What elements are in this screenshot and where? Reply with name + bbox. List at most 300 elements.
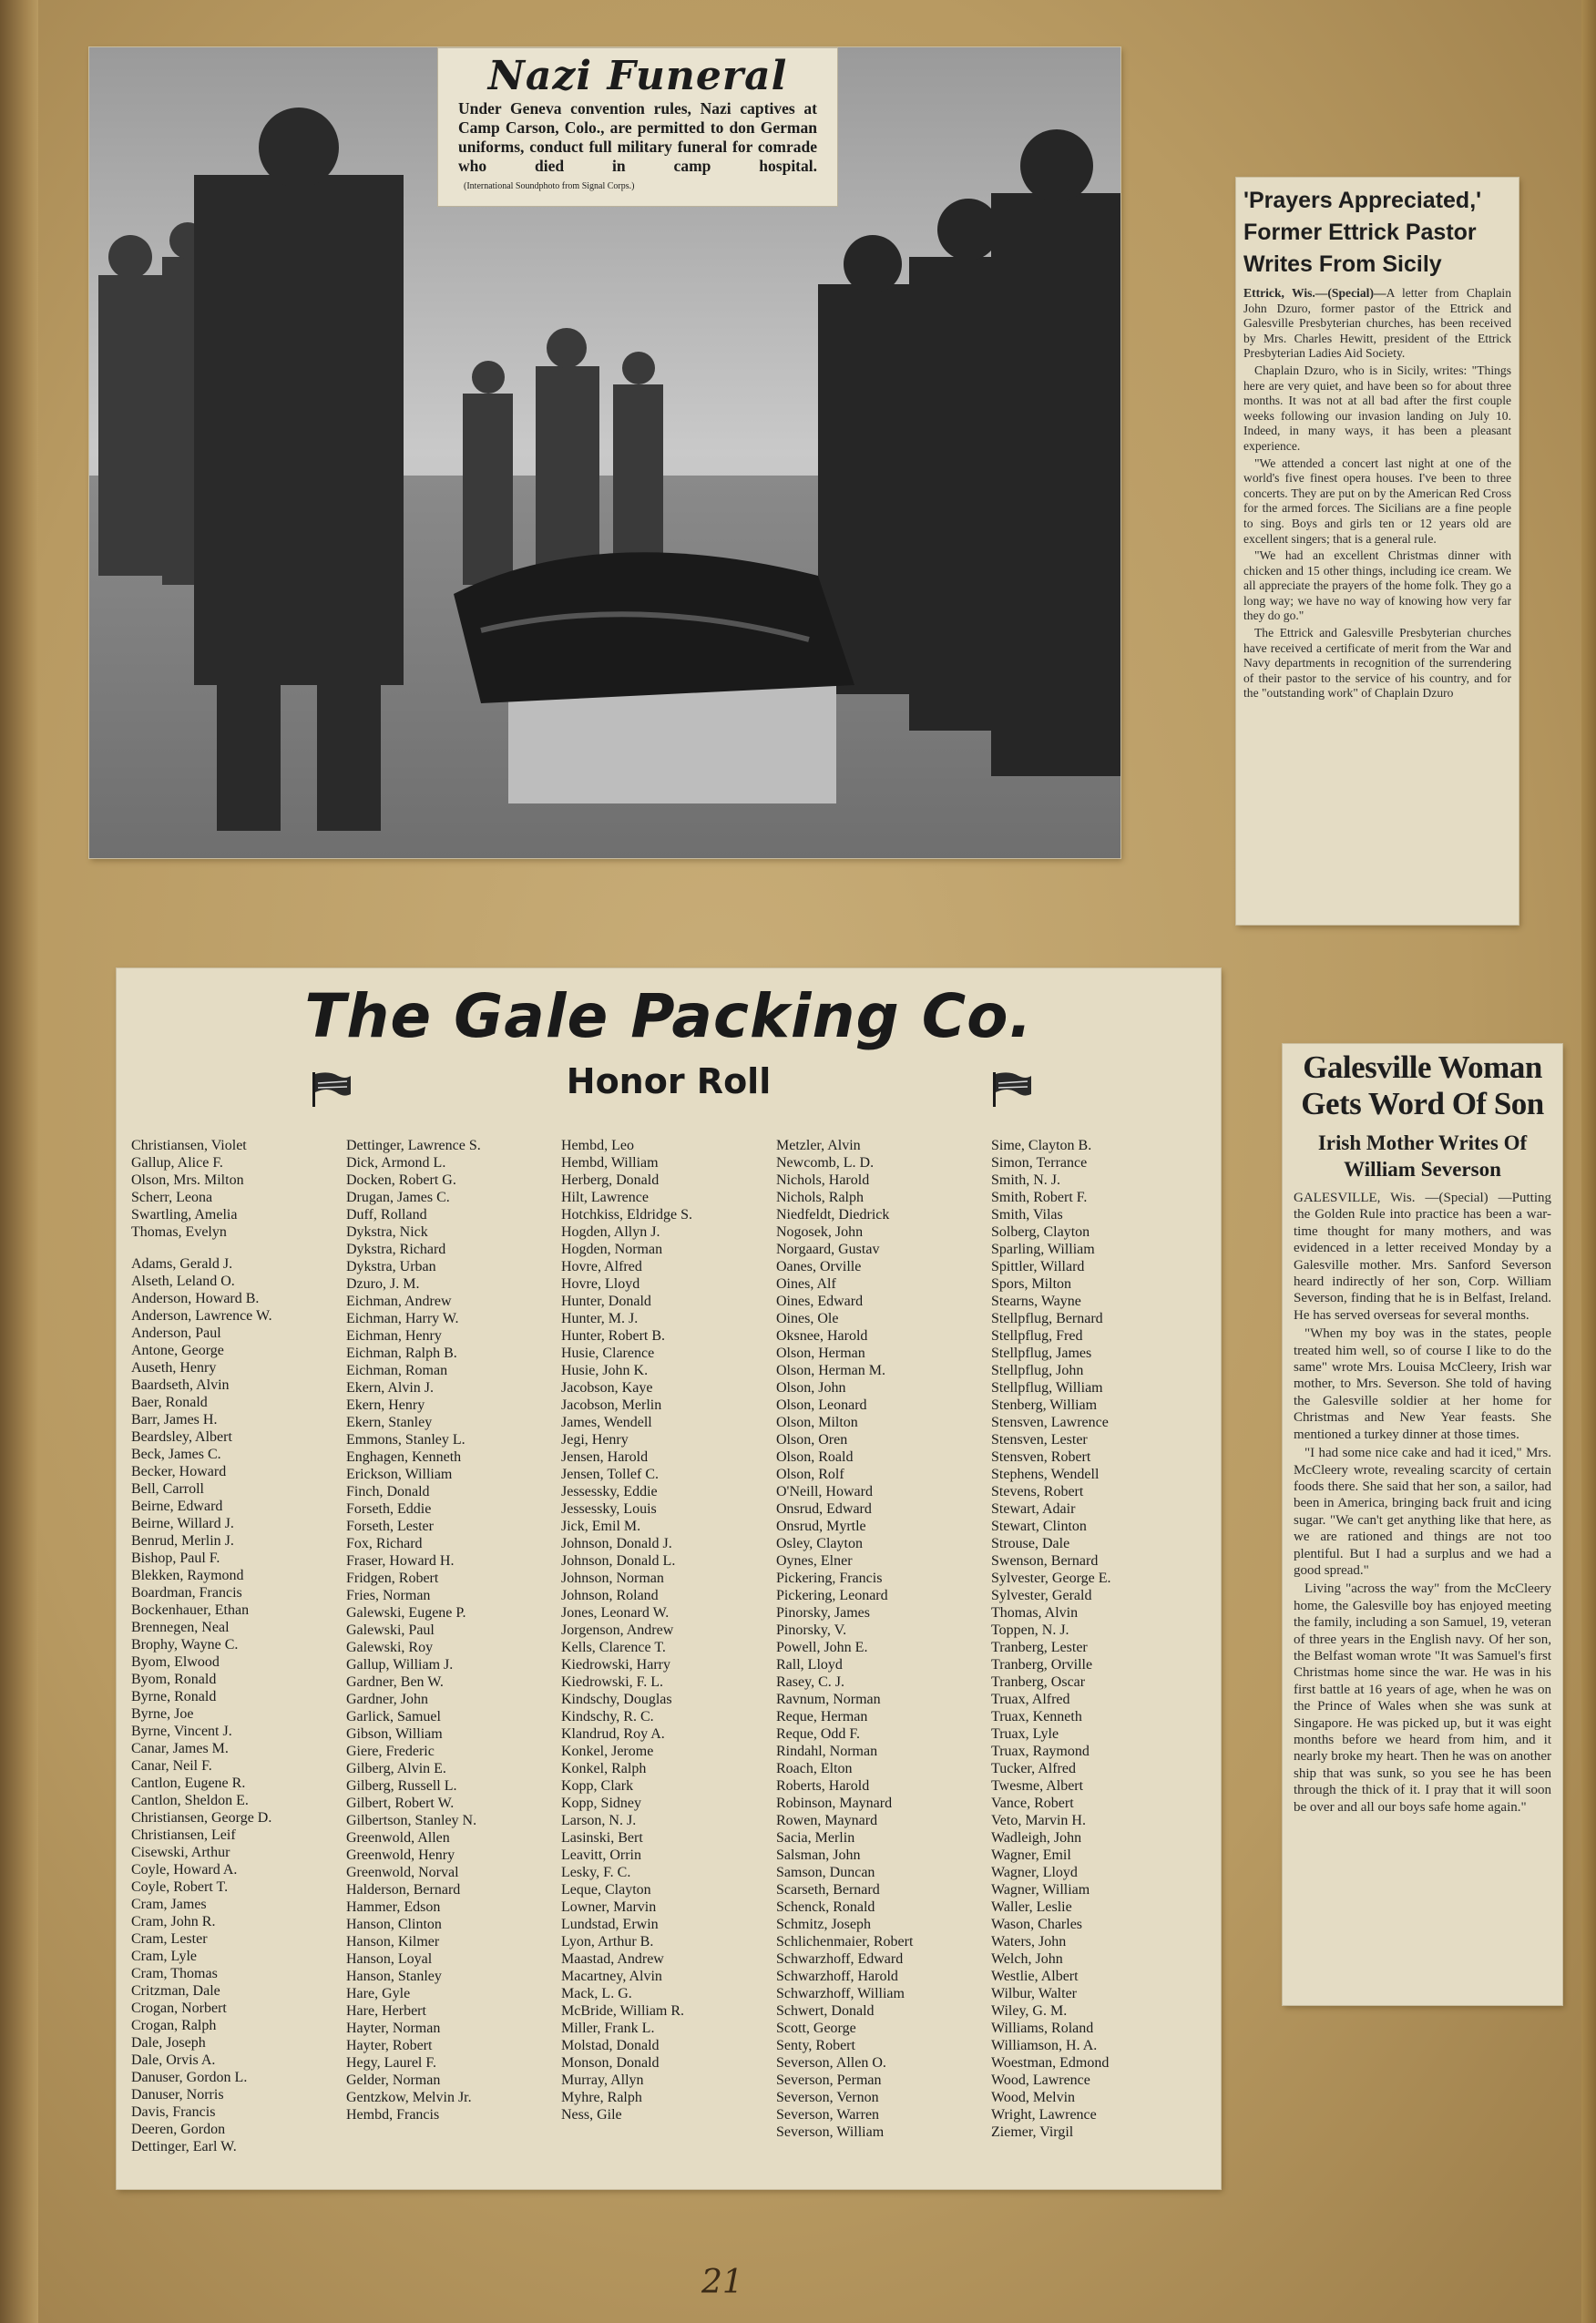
honor-roll-name: Lasinski, Bert [561,1830,643,1846]
honor-roll-name: Gibson, William [346,1726,443,1742]
honor-roll-name: Eichman, Andrew [346,1294,452,1309]
honor-roll-name: Gentzkow, Melvin Jr. [346,2090,472,2105]
honor-roll-name: Olson, John [776,1380,846,1396]
honor-roll-name: Dale, Orvis A. [131,2052,216,2068]
honor-roll-name: Hunter, M. J. [561,1311,639,1326]
honor-roll-name: Truax, Alfred [991,1692,1070,1707]
honor-roll-name: Jick, Emil M. [561,1519,641,1534]
honor-roll-name: Twesme, Albert [991,1778,1084,1794]
honor-roll-name: Schmitz, Joseph [776,1917,871,1932]
honor-roll-name: Baer, Ronald [131,1395,208,1410]
honor-roll-name: Cram, John R. [131,1914,216,1929]
honor-roll-name: Roberts, Harold [776,1778,870,1794]
ettrick-paragraph [1243,286,1511,362]
honor-roll-column [776,1137,995,2141]
photo-caption-text [458,99,817,195]
ettrick-paragraph: "We had an excellent Christmas dinner with chicken and 15 other things, including ice cream. We all appreciate the prayers of the home folk. They go a long way; we have no way of knowing how very far they do go." [1243,548,1511,623]
honor-roll-name: Davis, Francis [131,2104,216,2120]
honor-roll-name: Gilbert, Robert W. [346,1796,455,1811]
honor-roll-name: Barr, James H. [131,1412,218,1428]
honor-roll-name: Fraser, Howard H. [346,1553,455,1569]
honor-roll-name: Stenberg, William [991,1397,1098,1413]
honor-roll-name: Coyle, Robert T. [131,1879,229,1895]
honor-roll-name: Lundstad, Erwin [561,1917,659,1932]
honor-roll-name: Jacobson, Merlin [561,1397,662,1413]
honor-roll-name: Kopp, Sidney [561,1796,641,1811]
honor-roll-name: Blekken, Raymond [131,1568,244,1583]
honor-roll-name: Hovre, Alfred [561,1259,642,1274]
honor-roll-name: Severson, Warren [776,2107,880,2123]
honor-roll-name: Schwarzhoff, William [776,1986,905,2001]
honor-roll-name: Fries, Norman [346,1588,431,1603]
honor-roll-name: Dzuro, J. M. [346,1276,420,1292]
honor-roll-name: Wilbur, Walter [991,1986,1077,2001]
honor-roll-name: Schenck, Ronald [776,1899,875,1915]
galesville-headline: Galesville Woman Gets Word Of Son [1301,1049,1544,1121]
honor-roll-name: Cram, Thomas [131,1966,218,1981]
honor-roll-name: Schwarzhoff, Harold [776,1969,898,1984]
honor-roll-name: Wadleigh, John [991,1830,1082,1846]
honor-roll-name: Duff, Rolland [346,1207,427,1223]
ettrick-dateline: Ettrick, Wis.—(Special)— [1243,286,1386,300]
honor-roll-name: Eichman, Roman [346,1363,448,1378]
honor-roll-name: Hare, Herbert [346,2003,426,2019]
honor-roll-name: Olson, Herman [776,1346,865,1361]
honor-roll-name: Stellpflug, John [991,1363,1084,1378]
honor-roll-name: Woestman, Edmond [991,2055,1110,2071]
honor-roll-name: Wright, Lawrence [991,2107,1097,2123]
honor-roll-name: Stellpflug, William [991,1380,1103,1396]
honor-roll-name: Stellpflug, Fred [991,1328,1083,1344]
honor-roll-name: Hovre, Lloyd [561,1276,640,1292]
honor-roll-name: Bockenhauer, Ethan [131,1602,250,1618]
honor-roll-name: Bishop, Paul F. [131,1550,220,1566]
honor-roll-name: Veto, Marvin H. [991,1813,1086,1828]
honor-roll-name: Oanes, Orville [776,1259,862,1274]
honor-roll-name: Stevens, Robert [991,1484,1084,1499]
honor-roll-name: Pinorsky, James [776,1605,870,1621]
honor-roll-name: Myhre, Ralph [561,2090,642,2105]
galesville-deck: Irish Mother Writes Of William Severson [1317,1131,1528,1181]
honor-roll-name: Waters, John [991,1934,1067,1949]
honor-roll-name: Galewski, Eugene P. [346,1605,466,1621]
photo-caption-body: Under Geneva convention rules, Nazi captives at Camp Carson, Colo., are permitted to don German uniforms, conduct full military funeral for comrade who died in camp hospital. [458,99,817,175]
honor-roll-name: Eichman, Ralph B. [346,1346,457,1361]
honor-roll-name: Spittler, Willard [991,1259,1085,1274]
photo-credit: (International Soundphoto from Signal Corps.) [464,180,635,191]
honor-roll-name: Olson, Roald [776,1449,854,1465]
honor-roll-name: Swartling, Amelia [131,1207,238,1223]
honor-roll-name: Scarseth, Bernard [776,1882,880,1898]
honor-roll-name: Kiedrowski, F. L. [561,1674,664,1690]
honor-roll-name: Jacobson, Kaye [561,1380,653,1396]
honor-roll-name: Galewski, Roy [346,1640,434,1655]
honor-roll-name: Vance, Robert [991,1796,1074,1811]
honor-roll-name: Konkel, Ralph [561,1761,647,1776]
honor-roll-name: Macartney, Alvin [561,1969,662,1984]
honor-roll-name: Smith, N. J. [991,1172,1061,1188]
honor-roll-name: Dettinger, Lawrence S. [346,1138,481,1153]
honor-roll-name: Ekern, Stanley [346,1415,433,1430]
honor-roll-name: Cantlon, Eugene R. [131,1776,246,1791]
honor-roll-name: Robinson, Maynard [776,1796,893,1811]
honor-roll-name: Schwarzhoff, Edward [776,1951,904,1967]
honor-roll-name: Hembd, William [561,1155,659,1171]
honor-roll-name: James, Wendell [561,1415,652,1430]
honor-roll-name: Anderson, Paul [131,1325,221,1341]
honor-roll-name: Hogden, Allyn J. [561,1224,660,1240]
honor-roll-name: Hogden, Norman [561,1242,663,1257]
honor-roll-name: Beck, James C. [131,1447,221,1462]
honor-roll-name: Larson, N. J. [561,1813,637,1828]
honor-roll-name: Severson, William [776,2124,885,2140]
honor-roll-name: Christiansen, Violet [131,1138,247,1153]
honor-roll-name: Smith, Vilas [991,1207,1063,1223]
honor-roll-name: Schlichenmaier, Robert [776,1934,914,1949]
honor-roll-name: Hare, Gyle [346,1986,411,2001]
flag-icon [991,1070,1033,1107]
honor-roll-name: Fox, Richard [346,1536,423,1551]
honor-roll-name: Giere, Frederic [346,1744,435,1759]
honor-roll-name: Sacia, Merlin [776,1830,855,1846]
honor-roll-name: Osley, Clayton [776,1536,863,1551]
honor-roll-name: Gilberg, Alvin E. [346,1761,446,1776]
honor-roll-name: Greenwold, Allen [346,1830,450,1846]
honor-roll-name: Stensven, Lawrence [991,1415,1109,1430]
honor-roll-name: Nogosek, John [776,1224,864,1240]
honor-roll-name: Simon, Terrance [991,1155,1088,1171]
honor-roll-name: Cram, James [131,1897,207,1912]
honor-roll-name: Welch, John [991,1951,1063,1967]
honor-roll-name: Stensven, Robert [991,1449,1091,1465]
honor-roll-name: Christiansen, Leif [131,1827,236,1843]
honor-roll-name: Mack, L. G. [561,1986,632,2001]
honor-roll-name: Kells, Clarence T. [561,1640,666,1655]
honor-roll-name: Benrud, Merlin J. [131,1533,234,1549]
honor-roll-name: Crogan, Norbert [131,2001,227,2016]
honor-roll-name: Stellpflug, Bernard [991,1311,1103,1326]
honor-roll-name: Crogan, Ralph [131,2018,217,2033]
honor-roll-name: Wason, Charles [991,1917,1083,1932]
honor-roll-name: Swenson, Bernard [991,1553,1099,1569]
honor-roll-name: Christiansen, George D. [131,1810,272,1826]
honor-roll-name: Hanson, Stanley [346,1969,442,1984]
honor-roll-name: Tranberg, Oscar [991,1674,1086,1690]
honor-roll-name: Jensen, Tollef C. [561,1467,660,1482]
honor-roll-name: Fridgen, Robert [346,1571,439,1586]
honor-roll-name: Boardman, Francis [131,1585,242,1601]
honor-roll-name: Sylvester, Gerald [991,1588,1092,1603]
honor-roll-name: Olson, Leonard [776,1397,867,1413]
honor-roll-name: Greenwold, Norval [346,1865,459,1880]
honor-roll-name: Scherr, Leona [131,1190,213,1205]
honor-roll-name: McBride, William R. [561,2003,685,2019]
honor-roll-name: Gardner, John [346,1692,428,1707]
honor-roll-name: Williams, Roland [991,2021,1094,2036]
honor-roll-name: Anderson, Lawrence W. [131,1308,272,1324]
ettrick-paragraph-text: A letter from Chaplain John Dzuro, former pastor of the Ettrick and Galesville Presbyterian churches, has been received by Mrs. Charles Hewitt, president of the Ettrick Presbyterian Ladies Aid Society. [1243,286,1511,361]
honor-roll-name: Drugan, James C. [346,1190,450,1205]
honor-roll-name: Solberg, Clayton [991,1224,1090,1240]
honor-roll-header [117,968,1221,1125]
honor-roll-name: Metzler, Alvin [776,1138,861,1153]
honor-roll-name: Hayter, Norman [346,2021,441,2036]
honor-roll-name: Westlie, Albert [991,1969,1079,1984]
honor-roll-name: Sime, Clayton B. [991,1138,1092,1153]
honor-roll-name: Leavitt, Orrin [561,1847,641,1863]
honor-roll-name: Kindschy, R. C. [561,1709,654,1724]
honor-roll-name: Truax, Lyle [991,1726,1059,1742]
honor-roll-name: Kiedrowski, Harry [561,1657,670,1673]
honor-roll-name: Stewart, Clinton [991,1519,1087,1534]
honor-roll-name: Gilberg, Russell L. [346,1778,457,1794]
honor-roll-name: Dykstra, Urban [346,1259,436,1274]
honor-roll-name: Olson, Mrs. Milton [131,1172,244,1188]
honor-roll-name: Halderson, Bernard [346,1882,461,1898]
honor-roll-name: Danuser, Norris [131,2087,224,2103]
honor-roll-name: Monson, Donald [561,2055,660,2071]
honor-roll-name: Hanson, Kilmer [346,1934,440,1949]
honor-roll-name: Beardsley, Albert [131,1429,232,1445]
honor-roll-name: Husie, John K. [561,1363,649,1378]
honor-roll-name: Tucker, Alfred [991,1761,1076,1776]
honor-roll-name: Docken, Robert G. [346,1172,456,1188]
honor-roll-clipping [117,968,1221,2189]
honor-roll-name: Forseth, Lester [346,1519,434,1534]
page-edge [1581,0,1596,2323]
honor-roll-name: Hayter, Robert [346,2038,433,2053]
honor-roll-name: Hotchkiss, Eldridge S. [561,1207,692,1223]
photo-title: Nazi Funeral [487,53,788,99]
honor-roll-name: Danuser, Gordon L. [131,2070,248,2085]
honor-roll-name: Byrne, Ronald [131,1689,217,1704]
honor-roll-name: Jegi, Henry [561,1432,629,1448]
honor-roll-subtitle: Honor Roll [566,1061,772,1101]
galesville-woman-article [1283,1044,1562,2005]
honor-roll-name: Tranberg, Orville [991,1657,1093,1673]
honor-roll-name: Emmons, Stanley L. [346,1432,466,1448]
honor-roll-name: Pickering, Leonard [776,1588,888,1603]
ettrick-paragraph: "We attended a concert last night at one of the world's five finest opera houses. I've been to three concerts. They are put on by the American Red Cross for the armed forces. The Sicilians are a fine people to sing. Boys and girls ten or 12 years old are excellent singers; that is a general rule. [1243,455,1511,546]
honor-roll-name: Onsrud, Edward [776,1501,872,1517]
honor-roll-name: Olson, Rolf [776,1467,844,1482]
honor-roll-name: Niedfeldt, Diedrick [776,1207,890,1223]
honor-roll-name: Senty, Robert [776,2038,855,2053]
honor-roll-gap [131,1241,350,1255]
honor-roll-name: Hembd, Leo [561,1138,634,1153]
honor-roll-name: Gilbertson, Stanley N. [346,1813,477,1828]
honor-roll-name: Dale, Joseph [131,2035,206,2051]
honor-roll-name: Dick, Armond L. [346,1155,446,1171]
honor-roll-name: Reque, Herman [776,1709,868,1724]
honor-roll-name: Thomas, Alvin [991,1605,1079,1621]
honor-roll-name: Hanson, Clinton [346,1917,442,1932]
galesville-paragraph: Living "across the way" from the McCleery home, the Galesville boy has enjoyed meeting the family, including a son Samuel, 19, veteran of three years in the English navy. Of her son, the Belfast woman wrote "It was Samuel's first Christmas home since the war. He was in his first battle at 16 years of age, when he was on the Prince of Wales when she was sunk at Singapore. He was picked up, but it was eight months before we heard from him, and it nearly broke my heart. Then he was on another ship that was sunk, so you see he has been through the thick of it. I pray that it will soon be over and all our boys safe home again." [1294,1581,1551,1815]
honor-roll-name: Alseth, Leland O. [131,1274,235,1289]
honor-roll-name: Reque, Odd F. [776,1726,861,1742]
honor-roll-name: Stewart, Adair [991,1501,1076,1517]
honor-roll-name: Anderson, Howard B. [131,1291,260,1306]
honor-roll-name: Ziemer, Virgil [991,2124,1074,2140]
page-number: 21 [701,2264,743,2301]
honor-roll-name: Salsman, John [776,1847,861,1863]
ettrick-pastor-article [1236,178,1519,925]
honor-roll-name: Byrne, Vincent J. [131,1724,232,1739]
honor-roll-name: Lesky, F. C. [561,1865,631,1880]
honor-roll-name: Adams, Gerald J. [131,1256,233,1272]
honor-roll-name: Nichols, Harold [776,1172,870,1188]
honor-roll-name: Herberg, Donald [561,1172,660,1188]
honor-roll-column [561,1137,780,2123]
ettrick-article-body [1243,286,1511,701]
honor-roll-name: Gelder, Norman [346,2072,441,2088]
honor-roll-name: O'Neill, Howard [776,1484,873,1499]
honor-roll-name: Hanson, Loyal [346,1951,433,1967]
book-binding [0,0,38,2323]
honor-roll-name: Rasey, C. J. [776,1674,844,1690]
honor-roll-name: Wood, Lawrence [991,2072,1090,2088]
honor-roll-name: Kopp, Clark [561,1778,634,1794]
honor-roll-name: Brophy, Wayne C. [131,1637,239,1653]
honor-roll-name: Dettinger, Earl W. [131,2139,237,2154]
ettrick-paragraph: Chaplain Dzuro, who is in Sicily, writes: "Things here are very quiet, and have been so for about three months. It was not at all bad after the first couple weeks following our invasion landing on July 10. Indeed, in many ways, it has been a pleasant experience. [1243,363,1511,453]
honor-roll-name: Jessessky, Eddie [561,1484,658,1499]
honor-roll-name: Dykstra, Richard [346,1242,446,1257]
honor-roll-name: Dykstra, Nick [346,1224,428,1240]
honor-roll-name: Powell, John E. [776,1640,868,1655]
honor-roll-name: Wood, Melvin [991,2090,1076,2105]
honor-roll-name: Truax, Kenneth [991,1709,1082,1724]
honor-roll-name: Truax, Raymond [991,1744,1090,1759]
ettrick-headline: 'Prayers Appreciated,' Former Ettrick Pastor Writes From Sicily [1243,188,1482,277]
photo-caption [437,47,838,207]
honor-roll-name: Scott, George [776,2021,856,2036]
honor-roll-name: Waller, Leslie [991,1899,1072,1915]
honor-roll-name: Oines, Ole [776,1311,839,1326]
honor-roll-name: Olson, Herman M. [776,1363,885,1378]
honor-roll-name: Hilt, Lawrence [561,1190,649,1205]
honor-roll-name: Bell, Carroll [131,1481,204,1497]
honor-roll-name: Rindahl, Norman [776,1744,878,1759]
galesville-paragraph: "When my boy was in the states, people treated him well, so of course I like to do the same" wrote Mrs. Louisa McCleery, Irish war mother, to Mrs. Severson. She told of having the Galesville soldier at her home for Christmas and New Year feasts. She mentioned a turkey dinner at those times. [1294,1326,1551,1442]
honor-roll-name: Wagner, William [991,1882,1090,1898]
honor-roll-name: Severson, Allen O. [776,2055,886,2071]
honor-roll-name: Lowner, Marvin [561,1899,657,1915]
honor-roll-name: Byrne, Joe [131,1706,194,1722]
honor-roll-name: Byom, Elwood [131,1654,220,1670]
honor-roll-name: Norgaard, Gustav [776,1242,880,1257]
honor-roll-name: Johnson, Donald L. [561,1553,676,1569]
honor-roll-name: Gallup, William J. [346,1657,454,1673]
honor-roll-name: Maastad, Andrew [561,1951,664,1967]
honor-roll-name: Lyon, Arthur B. [561,1934,654,1949]
honor-roll-name: Critzman, Dale [131,1983,220,1999]
honor-roll-name: Hunter, Donald [561,1294,651,1309]
honor-roll-name: Hammer, Edson [346,1899,441,1915]
honor-roll-name: Auseth, Henry [131,1360,217,1376]
honor-roll-column [346,1137,565,2123]
honor-roll-name: Rall, Lloyd [776,1657,843,1673]
honor-roll-name: Stephens, Wendell [991,1467,1100,1482]
honor-roll-name: Canar, James M. [131,1741,229,1756]
honor-roll-name: Finch, Donald [346,1484,430,1499]
galesville-paragraph: GALESVILLE, Wis. —(Special) —Putting the Golden Rule into practice has been a war-time thought for many mothers, and was evidenced in a letter received Monday by a Galesville mother. Mrs. Sanford Severson heard indirectly of her son, Corp. William Severson, finding that he is in Belfast, Ireland. He has served overseas for several months. [1294,1191,1551,1323]
honor-roll-name: Smith, Robert F. [991,1190,1088,1205]
honor-roll-name: Oynes, Elner [776,1553,853,1569]
honor-roll-name: Brennegen, Neal [131,1620,230,1635]
ettrick-paragraph: The Ettrick and Galesville Presbyterian churches have received a certificate of merit from the War and Navy departments in recognition of the surrendering of their pastor to the service of his country, and for the "outstanding work" of Chaplain Dzuro [1243,626,1511,701]
honor-roll-name: Severson, Vernon [776,2090,879,2105]
honor-roll-name: Hembd, Francis [346,2107,440,2123]
honor-roll-name: Jorgenson, Andrew [561,1622,674,1638]
honor-roll-name: Johnson, Norman [561,1571,664,1586]
honor-roll-name: Murray, Allyn [561,2072,644,2088]
honor-roll-name: Hegy, Laurel F. [346,2055,436,2071]
honor-roll-name: Severson, Perman [776,2072,882,2088]
honor-roll-name: Kindschy, Douglas [561,1692,672,1707]
honor-roll-name: Antone, George [131,1343,224,1358]
honor-roll-name: Strouse, Dale [991,1536,1070,1551]
honor-roll-name: Erickson, William [346,1467,453,1482]
honor-roll-name: Nichols, Ralph [776,1190,864,1205]
honor-roll-name: Canar, Neil F. [131,1758,212,1774]
honor-roll-name: Cisewski, Arthur [131,1845,230,1860]
honor-roll-name: Beirne, Edward [131,1499,223,1514]
honor-roll-column [991,1137,1210,2141]
honor-roll-name: Onsrud, Myrtle [776,1519,866,1534]
honor-roll-name: Tranberg, Lester [991,1640,1088,1655]
honor-roll-name: Jones, Leonard W. [561,1605,670,1621]
honor-roll-name: Johnson, Roland [561,1588,659,1603]
honor-roll-name: Klandrud, Roy A. [561,1726,665,1742]
honor-roll-name: Newcomb, L. D. [776,1155,875,1171]
honor-roll-name: Stellpflug, James [991,1346,1092,1361]
honor-roll-name: Husie, Clarence [561,1346,655,1361]
honor-roll-name: Eichman, Henry [346,1328,442,1344]
honor-roll-name: Ravnum, Norman [776,1692,881,1707]
honor-roll-name: Greenwold, Henry [346,1847,455,1863]
honor-roll-name: Johnson, Donald J. [561,1536,672,1551]
honor-roll-name: Sparling, William [991,1242,1095,1257]
honor-roll-name: Beirne, Willard J. [131,1516,234,1531]
honor-roll-name: Molstad, Donald [561,2038,660,2053]
nazi-funeral-photo-clipping [89,47,1120,858]
honor-roll-name: Ekern, Henry [346,1397,425,1413]
honor-roll-name: Toppen, N. J. [991,1622,1069,1638]
honor-roll-name: Coyle, Howard A. [131,1862,238,1878]
honor-roll-name: Oksnee, Harold [776,1328,868,1344]
honor-roll-name: Olson, Oren [776,1432,848,1448]
honor-roll-name: Forseth, Eddie [346,1501,432,1517]
honor-roll-name: Olson, Milton [776,1415,858,1430]
galesville-article-body [1294,1190,1551,1816]
honor-roll-name: Oines, Alf [776,1276,836,1292]
honor-roll-name: Deeren, Gordon [131,2122,226,2137]
honor-roll-name: Ekern, Alvin J. [346,1380,434,1396]
honor-roll-name: Garlick, Samuel [346,1709,441,1724]
honor-roll-name: Baardseth, Alvin [131,1377,230,1393]
honor-roll-name: Stearns, Wayne [991,1294,1081,1309]
honor-roll-name: Pickering, Francis [776,1571,883,1586]
honor-roll-name: Cram, Lester [131,1931,208,1947]
honor-roll-name: Enghagen, Kenneth [346,1449,462,1465]
honor-roll-name: Thomas, Evelyn [131,1224,227,1240]
honor-roll-name: Sylvester, George E. [991,1571,1111,1586]
honor-roll-name: Ness, Gile [561,2107,622,2123]
honor-roll-name: Hunter, Robert B. [561,1328,666,1344]
honor-roll-name: Oines, Edward [776,1294,864,1309]
honor-roll-name: Leque, Clayton [561,1882,651,1898]
